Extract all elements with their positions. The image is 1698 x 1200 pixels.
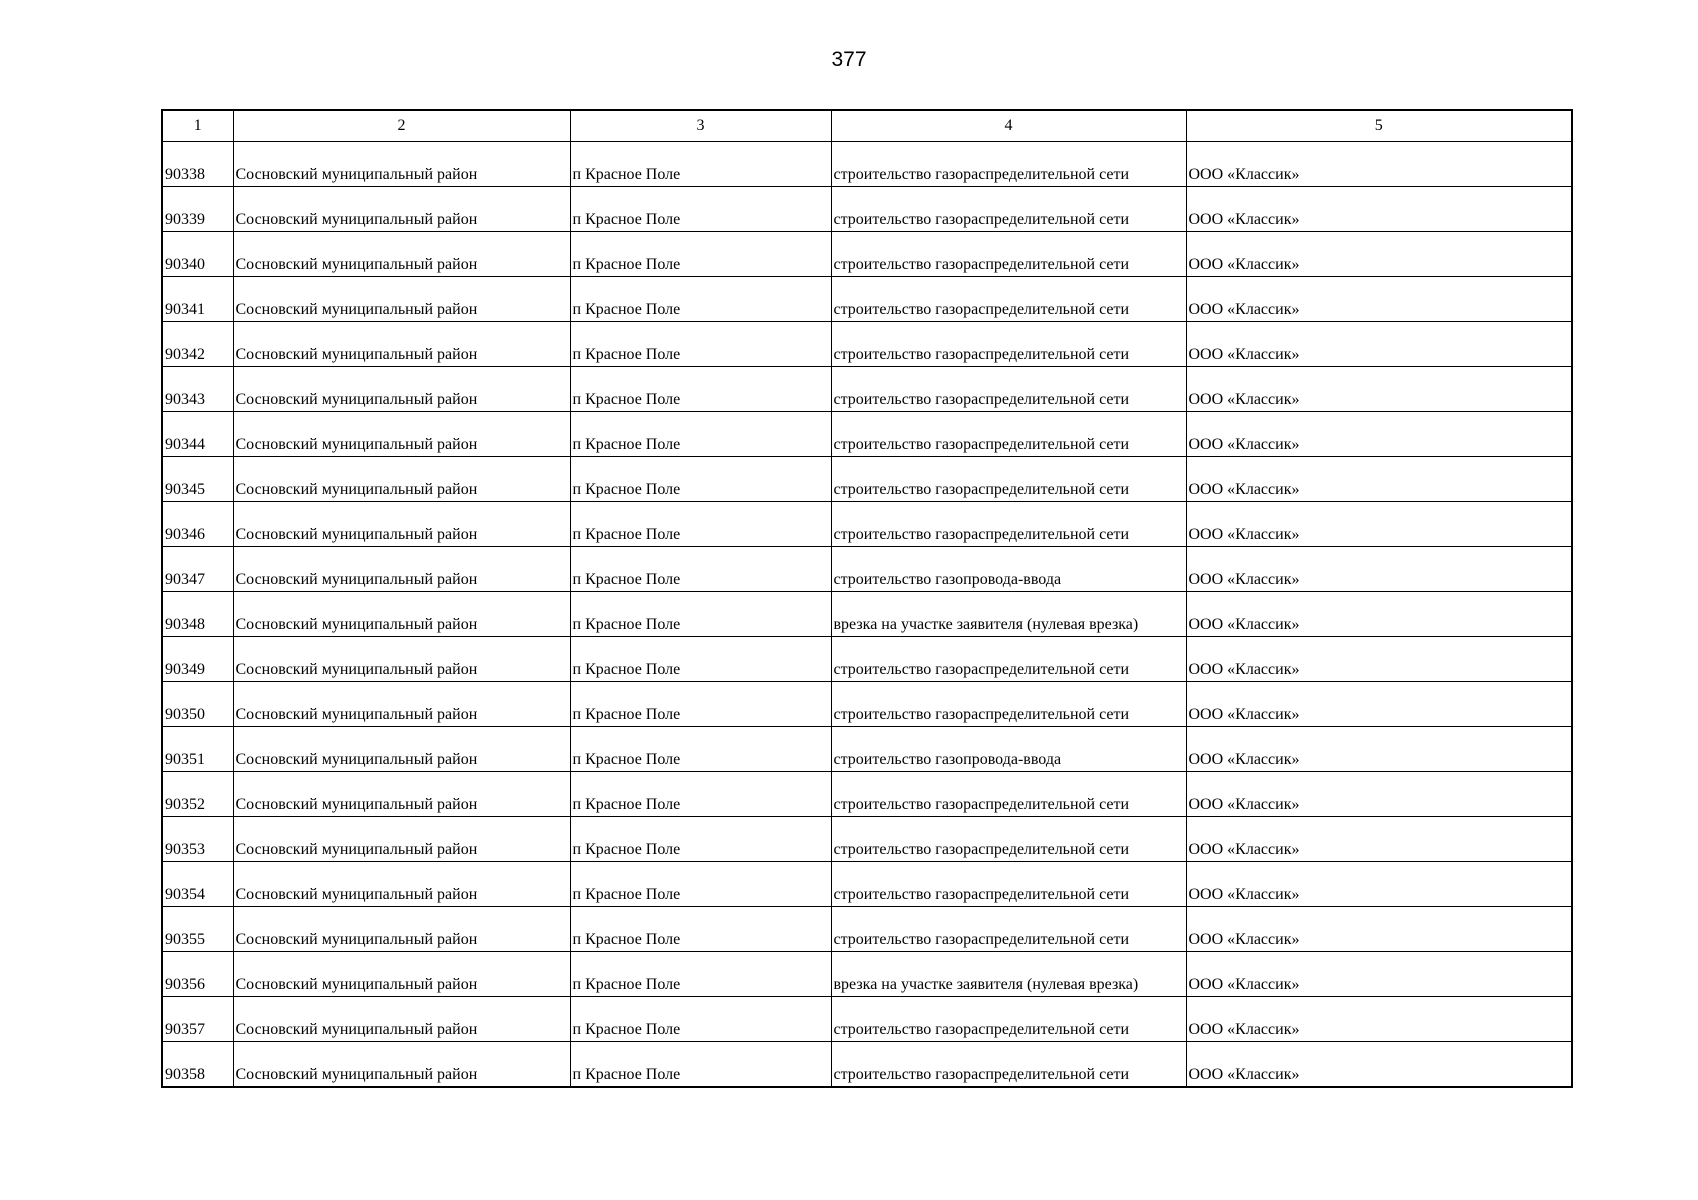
work-type-cell: врезка на участке заявителя (нулевая врезка) [831, 592, 1186, 637]
record-number-cell: 90355 [162, 907, 233, 952]
work-type-cell: строительство газораспределительной сети [831, 862, 1186, 907]
column-header-2: 2 [233, 110, 570, 142]
organization-cell: ООО «Классик» [1186, 817, 1572, 862]
organization-cell: ООО «Классик» [1186, 592, 1572, 637]
record-number-cell: 90352 [162, 772, 233, 817]
record-number-cell: 90341 [162, 277, 233, 322]
table-row [162, 547, 1572, 592]
table-body [162, 142, 1572, 1088]
district-cell: Сосновский муниципальный район [233, 187, 570, 232]
record-number-cell: 90348 [162, 592, 233, 637]
work-type-cell: строительство газораспределительной сети [831, 637, 1186, 682]
settlement-cell: п Красное Поле [570, 727, 831, 772]
record-number-cell: 90356 [162, 952, 233, 997]
record-number-cell: 90343 [162, 367, 233, 412]
work-type-cell: строительство газораспределительной сети [831, 907, 1186, 952]
organization-cell: ООО «Классик» [1186, 322, 1572, 367]
record-number-cell: 90357 [162, 997, 233, 1042]
settlement-cell: п Красное Поле [570, 682, 831, 727]
record-number-cell: 90339 [162, 187, 233, 232]
table-row [162, 907, 1572, 952]
record-number-cell: 90346 [162, 502, 233, 547]
organization-cell: ООО «Классик» [1186, 997, 1572, 1042]
organization-cell: ООО «Классик» [1186, 187, 1572, 232]
district-cell: Сосновский муниципальный район [233, 907, 570, 952]
column-header-3: 3 [570, 110, 831, 142]
table-row [162, 1042, 1572, 1088]
settlement-cell: п Красное Поле [570, 772, 831, 817]
settlement-cell: п Красное Поле [570, 637, 831, 682]
table-row [162, 682, 1572, 727]
column-header-1: 1 [162, 110, 233, 142]
work-type-cell: строительство газораспределительной сети [831, 232, 1186, 277]
district-cell: Сосновский муниципальный район [233, 772, 570, 817]
table-row [162, 727, 1572, 772]
column-header-5: 5 [1186, 110, 1572, 142]
table-row [162, 277, 1572, 322]
record-number-cell: 90350 [162, 682, 233, 727]
work-type-cell: строительство газораспределительной сети [831, 367, 1186, 412]
settlement-cell: п Красное Поле [570, 367, 831, 412]
table-row [162, 457, 1572, 502]
table-row [162, 367, 1572, 412]
district-cell: Сосновский муниципальный район [233, 952, 570, 997]
record-number-cell: 90342 [162, 322, 233, 367]
settlement-cell: п Красное Поле [570, 457, 831, 502]
organization-cell: ООО «Классик» [1186, 457, 1572, 502]
record-number-cell: 90349 [162, 637, 233, 682]
table-row [162, 502, 1572, 547]
district-cell: Сосновский муниципальный район [233, 862, 570, 907]
settlement-cell: п Красное Поле [570, 997, 831, 1042]
table-row [162, 232, 1572, 277]
table-row [162, 592, 1572, 637]
table-row [162, 637, 1572, 682]
table-row [162, 772, 1572, 817]
work-type-cell: строительство газораспределительной сети [831, 1042, 1186, 1088]
district-cell: Сосновский муниципальный район [233, 232, 570, 277]
organization-cell: ООО «Классик» [1186, 727, 1572, 772]
work-type-cell: строительство газораспределительной сети [831, 502, 1186, 547]
work-type-cell: строительство газораспределительной сети [831, 997, 1186, 1042]
district-cell: Сосновский муниципальный район [233, 727, 570, 772]
work-type-cell: строительство газопровода-ввода [831, 547, 1186, 592]
district-cell: Сосновский муниципальный район [233, 412, 570, 457]
record-number-cell: 90351 [162, 727, 233, 772]
district-cell: Сосновский муниципальный район [233, 592, 570, 637]
organization-cell: ООО «Классик» [1186, 547, 1572, 592]
settlement-cell: п Красное Поле [570, 277, 831, 322]
work-type-cell: врезка на участке заявителя (нулевая врезка) [831, 952, 1186, 997]
work-type-cell: строительство газораспределительной сети [831, 457, 1186, 502]
table-header [162, 110, 1572, 142]
organization-cell: ООО «Классик» [1186, 232, 1572, 277]
page-number: 377 [831, 48, 867, 71]
district-cell: Сосновский муниципальный район [233, 637, 570, 682]
organization-cell: ООО «Классик» [1186, 1042, 1572, 1088]
district-cell: Сосновский муниципальный район [233, 997, 570, 1042]
work-type-cell: строительство газораспределительной сети [831, 772, 1186, 817]
organization-cell: ООО «Классик» [1186, 637, 1572, 682]
organization-cell: ООО «Классик» [1186, 907, 1572, 952]
table-row [162, 322, 1572, 367]
settlement-cell: п Красное Поле [570, 502, 831, 547]
organization-cell: ООО «Классик» [1186, 682, 1572, 727]
record-number-cell: 90345 [162, 457, 233, 502]
settlement-cell: п Красное Поле [570, 142, 831, 187]
table-row [162, 187, 1572, 232]
district-cell: Сосновский муниципальный район [233, 367, 570, 412]
header-row [162, 110, 1572, 142]
work-type-cell: строительство газораспределительной сети [831, 412, 1186, 457]
table-row [162, 412, 1572, 457]
work-type-cell: строительство газораспределительной сети [831, 277, 1186, 322]
column-header-4: 4 [831, 110, 1186, 142]
table-row [162, 952, 1572, 997]
district-cell: Сосновский муниципальный район [233, 142, 570, 187]
district-cell: Сосновский муниципальный район [233, 682, 570, 727]
settlement-cell: п Красное Поле [570, 907, 831, 952]
work-type-cell: строительство газопровода-ввода [831, 727, 1186, 772]
settlement-cell: п Красное Поле [570, 547, 831, 592]
organization-cell: ООО «Классик» [1186, 277, 1572, 322]
record-number-cell: 90340 [162, 232, 233, 277]
settlement-cell: п Красное Поле [570, 862, 831, 907]
work-type-cell: строительство газораспределительной сети [831, 682, 1186, 727]
settlement-cell: п Красное Поле [570, 1042, 831, 1088]
table-row [162, 142, 1572, 187]
settlement-cell: п Красное Поле [570, 322, 831, 367]
settlement-cell: п Красное Поле [570, 592, 831, 637]
record-number-cell: 90358 [162, 1042, 233, 1088]
organization-cell: ООО «Классик» [1186, 862, 1572, 907]
work-type-cell: строительство газораспределительной сети [831, 187, 1186, 232]
organization-cell: ООО «Классик» [1186, 952, 1572, 997]
district-cell: Сосновский муниципальный район [233, 322, 570, 367]
district-cell: Сосновский муниципальный район [233, 277, 570, 322]
organization-cell: ООО «Классик» [1186, 367, 1572, 412]
district-cell: Сосновский муниципальный район [233, 502, 570, 547]
record-number-cell: 90338 [162, 142, 233, 187]
district-cell: Сосновский муниципальный район [233, 457, 570, 502]
organization-cell: ООО «Классик» [1186, 502, 1572, 547]
table-row [162, 817, 1572, 862]
work-type-cell: строительство газораспределительной сети [831, 817, 1186, 862]
settlement-cell: п Красное Поле [570, 232, 831, 277]
settlement-cell: п Красное Поле [570, 952, 831, 997]
district-cell: Сосновский муниципальный район [233, 547, 570, 592]
organization-cell: ООО «Классик» [1186, 412, 1572, 457]
record-number-cell: 90344 [162, 412, 233, 457]
registry-table [161, 109, 1573, 1088]
district-cell: Сосновский муниципальный район [233, 817, 570, 862]
record-number-cell: 90353 [162, 817, 233, 862]
table-row [162, 862, 1572, 907]
settlement-cell: п Красное Поле [570, 187, 831, 232]
settlement-cell: п Красное Поле [570, 817, 831, 862]
work-type-cell: строительство газораспределительной сети [831, 322, 1186, 367]
district-cell: Сосновский муниципальный район [233, 1042, 570, 1088]
record-number-cell: 90347 [162, 547, 233, 592]
organization-cell: ООО «Классик» [1186, 142, 1572, 187]
settlement-cell: п Красное Поле [570, 412, 831, 457]
table-row [162, 997, 1572, 1042]
work-type-cell: строительство газораспределительной сети [831, 142, 1186, 187]
organization-cell: ООО «Классик» [1186, 772, 1572, 817]
record-number-cell: 90354 [162, 862, 233, 907]
